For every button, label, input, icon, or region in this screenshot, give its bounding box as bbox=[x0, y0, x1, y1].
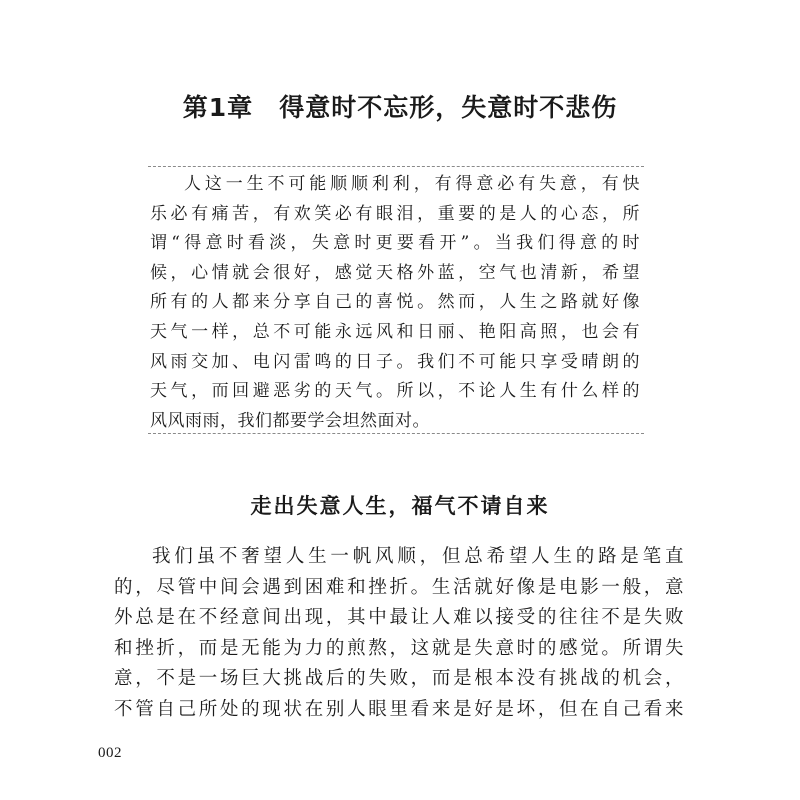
body-line: 的，尽管中间会遇到困难和挫折。生活就好像是电影一般，意 bbox=[114, 576, 684, 598]
chapter-title bbox=[0, 88, 800, 124]
intro-line: 候，心情就会很好，感觉天格外蓝，空气也清新，希望 bbox=[150, 262, 640, 283]
intro-bottom-divider bbox=[148, 433, 644, 434]
chapter-title-text: 得意时不忘形，失意时不悲伤 bbox=[279, 93, 618, 122]
body-line: 我们虽不奢望人生一帆风顺，但总希望人生的路是笔直 bbox=[152, 546, 684, 567]
intro-line: 人这一生不可能顺顺利利，有得意必有失意，有快 bbox=[184, 174, 640, 194]
section-heading: 走出失意人生，福气不请自来 bbox=[250, 494, 550, 518]
body-line: 不管自己所处的现状在别人眼里看来是好是坏，但在自己看来 bbox=[114, 698, 684, 720]
intro-line: 风雨交加、电闪雷鸣的日子。我们不可能只享受晴朗的 bbox=[150, 351, 640, 372]
body-line: 意，不是一场巨大挑战后的失败，而是根本没有挑战的机会， bbox=[114, 668, 684, 689]
body-line: 外总是在不经意间出现，其中最让人难以接受的往往不是失败 bbox=[114, 607, 684, 628]
intro-line: 风风雨雨，我们都要学会坦然面对。 bbox=[150, 410, 430, 431]
intro-line: 谓“得意时看淡，失意时更要看开”。当我们得意的时 bbox=[150, 233, 640, 254]
intro-line: 天气一样，总不可能永远风和日丽、艳阳高照，也会有 bbox=[150, 321, 640, 342]
body-line: 和挫折，而是无能为力的煎熬，这就是失意时的感觉。所谓失 bbox=[114, 637, 684, 659]
chapter-number: 第1章 bbox=[182, 93, 254, 122]
intro-line: 天气，而回避恶劣的天气。所以，不论人生有什么样的 bbox=[150, 381, 640, 402]
intro-line: 乐必有痛苦，有欢笑必有眼泪，重要的是人的心态，所 bbox=[150, 203, 640, 224]
intro-top-divider bbox=[148, 166, 644, 167]
section-body bbox=[114, 542, 684, 725]
page-number: 002 bbox=[98, 745, 122, 761]
intro-line: 所有的人都来分享自己的喜悦。然而，人生之路就好像 bbox=[150, 292, 640, 313]
chapter-intro-box bbox=[150, 170, 640, 436]
